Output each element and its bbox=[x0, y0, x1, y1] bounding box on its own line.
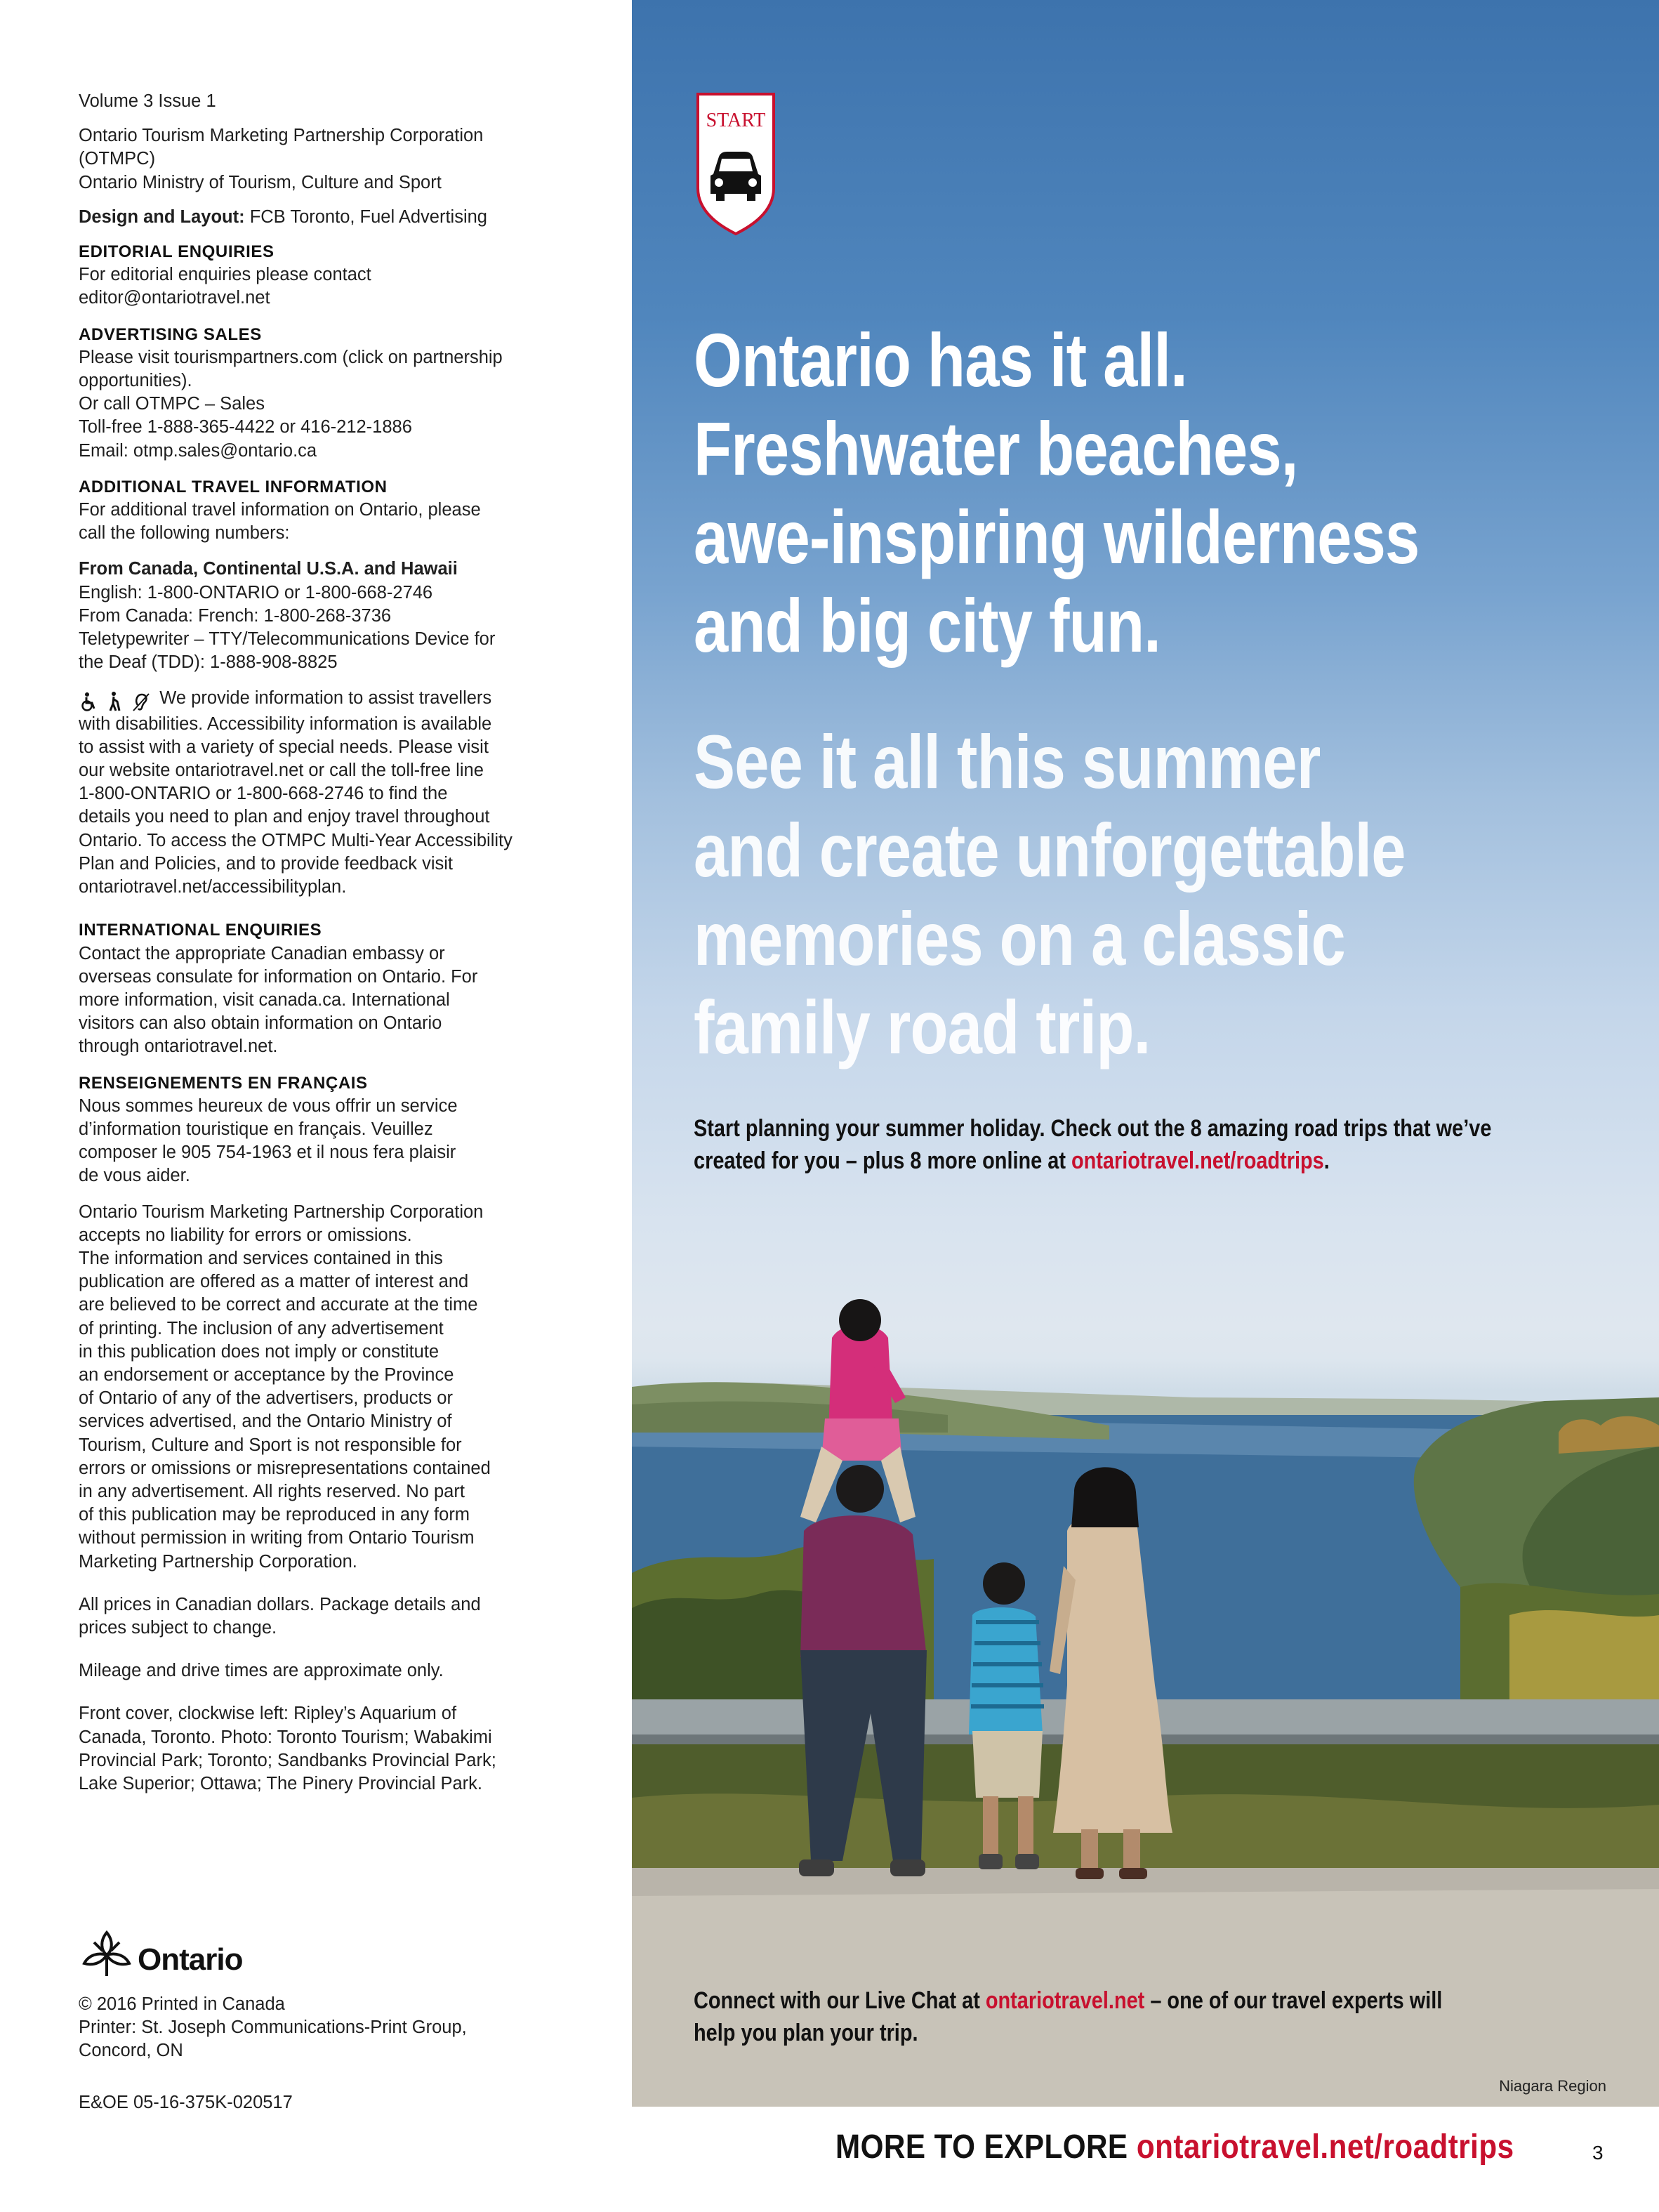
liability-line: in this publication does not imply or constitute bbox=[79, 1341, 439, 1362]
liability-line: Ontario Tourism Marketing Partnership Corporation bbox=[79, 1202, 484, 1222]
live-chat-line bbox=[694, 1984, 1589, 2017]
page-number: 3 bbox=[1592, 2142, 1604, 2164]
headline-line: awe-inspiring wilderness bbox=[694, 494, 1420, 579]
volume-issue: Volume 3 Issue 1 bbox=[79, 91, 216, 111]
subheadline-line: memories on a classic bbox=[694, 896, 1345, 981]
publication-code: E&OE 05-16-375K-020517 bbox=[79, 2093, 293, 2112]
subheadline-line: See it all this summer bbox=[694, 719, 1321, 804]
advertising-heading: ADVERTISING SALES bbox=[79, 324, 262, 344]
walking-cane-icon bbox=[105, 691, 126, 712]
wheelchair-icon bbox=[79, 691, 100, 712]
masthead-column bbox=[79, 90, 570, 1808]
international-line: more information, visit canada.ca. International bbox=[79, 989, 450, 1010]
liability-line: The information and services contained in this bbox=[79, 1248, 443, 1268]
international-line: overseas consulate for information on Ontario. For bbox=[79, 966, 478, 987]
logo-wordmark: Ontario bbox=[138, 1942, 243, 1977]
live-chat-text: – one of our travel experts will bbox=[1144, 1987, 1443, 2014]
planning-callout bbox=[694, 1112, 1589, 1177]
accessibility-icons bbox=[79, 689, 152, 712]
start-badge bbox=[694, 90, 778, 237]
design-label: Design and Layout: bbox=[79, 206, 245, 227]
printer-line: Printer: St. Joseph Communications-Print Group, bbox=[79, 2017, 467, 2038]
accessibility-line: ontariotravel.net/accessibilityplan. bbox=[79, 877, 347, 897]
liability-line: publication are offered as a matter of interest and bbox=[79, 1272, 469, 1292]
liability-line: are believed to be correct and accurate at the time bbox=[79, 1295, 478, 1315]
live-chat-callout bbox=[694, 1984, 1589, 2049]
liability-line: services advertised, and the Ontario Ministry of bbox=[79, 1411, 452, 1432]
french-line: de vous aider. bbox=[79, 1166, 190, 1186]
liability-line: errors or omissions or misrepresentations contained bbox=[79, 1458, 491, 1478]
accessibility-line: 1-800-ONTARIO or 1-800-668-2746 to find the bbox=[79, 784, 448, 804]
badge-label: START bbox=[706, 110, 766, 131]
copyright-line: © 2016 Printed in Canada bbox=[79, 1994, 285, 2014]
headline-line: Ontario has it all. bbox=[694, 317, 1187, 402]
cover-credits bbox=[79, 1702, 570, 1796]
mileage-line: Mileage and drive times are approximate only. bbox=[79, 1661, 444, 1681]
hearing-icon bbox=[131, 691, 152, 712]
subheadline-line: and create unforgettable bbox=[694, 808, 1406, 893]
french-line: d’information touristique en français. Veuillez bbox=[79, 1119, 433, 1139]
editorial-section bbox=[79, 240, 570, 310]
additional-info-section bbox=[79, 475, 570, 546]
additional-line: call the following numbers: bbox=[79, 523, 290, 544]
prices-line: All prices in Canadian dollars. Package details and bbox=[79, 1594, 481, 1614]
footer-label: MORE TO EXPLORE bbox=[835, 2128, 1128, 2166]
international-line: visitors can also obtain information on Ontario bbox=[79, 1013, 442, 1034]
french-heading: RENSEIGNEMENTS EN FRANÇAIS bbox=[79, 1073, 368, 1093]
number-line: Teletypewriter – TTY/Telecommunications Device for bbox=[79, 629, 496, 650]
roadtrips-link[interactable]: ontariotravel.net/roadtrips bbox=[1071, 1147, 1324, 1174]
hero-photo-panel bbox=[632, 0, 1659, 2107]
footer-roadtrips-link[interactable]: ontariotravel.net/roadtrips bbox=[1136, 2128, 1514, 2166]
publisher-info bbox=[79, 124, 570, 195]
editorial-email: editor@ontariotravel.net bbox=[79, 288, 270, 308]
publisher-line: Ontario Ministry of Tourism, Culture and Sport bbox=[79, 172, 442, 192]
number-line: English: 1-800-ONTARIO or 1-800-668-2746 bbox=[79, 582, 433, 603]
accessibility-line: Plan and Policies, and to provide feedback visit bbox=[79, 853, 453, 874]
additional-line: For additional travel information on Ontario, please bbox=[79, 500, 481, 520]
cover-line: Lake Superior; Ottawa; The Pinery Provincial Park. bbox=[79, 1774, 482, 1793]
cover-line: Front cover, clockwise left: Ripley’s Aquarium of bbox=[79, 1704, 457, 1724]
subheadline bbox=[694, 718, 1465, 1072]
advertising-email: Email: otmp.sales@ontario.ca bbox=[79, 440, 317, 461]
prices-line: prices subject to change. bbox=[79, 1617, 277, 1638]
design-credit bbox=[79, 206, 570, 229]
live-chat-line: help you plan your trip. bbox=[694, 2020, 918, 2046]
international-heading: INTERNATIONAL ENQUIRIES bbox=[79, 921, 322, 940]
french-line: composer le 905 754-1963 et il nous fera plaisir bbox=[79, 1143, 456, 1163]
number-line: From Canada: French: 1-800-268-3736 bbox=[79, 605, 392, 626]
liability-section bbox=[79, 1201, 570, 1574]
number-line: the Deaf (TDD): 1-888-908-8825 bbox=[79, 652, 338, 673]
accessibility-line: with disabilities. Accessibility information is available bbox=[79, 713, 492, 734]
ontariotravel-link[interactable]: ontariotravel.net bbox=[985, 1987, 1145, 2014]
cover-line: Canada, Toronto. Photo: Toronto Tourism; Wabakimi bbox=[79, 1727, 492, 1747]
accessibility-line: Ontario. To access the OTMPC Multi-Year Accessibility bbox=[79, 830, 513, 850]
liability-line: of this publication may be reproduced in any form bbox=[79, 1505, 470, 1525]
advertising-line: opportunities). bbox=[79, 371, 192, 391]
publisher-line: Ontario Tourism Marketing Partnership Corporation bbox=[79, 126, 484, 146]
accessibility-line: to assist with a variety of special needs. Please visit bbox=[79, 737, 489, 757]
numbers-heading: From Canada, Continental U.S.A. and Hawaii bbox=[79, 559, 458, 579]
trillium-icon bbox=[79, 1927, 135, 1983]
liability-line: Tourism, Culture and Sport is not responsible for bbox=[79, 1435, 462, 1455]
printer-location: Concord, ON bbox=[79, 2041, 183, 2061]
liability-line: of Ontario of any of the advertisers, products or bbox=[79, 1388, 453, 1409]
headline-line: Freshwater beaches, bbox=[694, 406, 1298, 491]
additional-heading: ADDITIONAL TRAVEL INFORMATION bbox=[79, 477, 388, 496]
accessibility-line: We provide information to assist travellers bbox=[154, 688, 492, 709]
french-section bbox=[79, 1072, 570, 1188]
ontario-logo bbox=[79, 1927, 261, 1983]
liability-line: without permission in writing from Ontario Tourism bbox=[79, 1528, 475, 1548]
planning-line: Start planning your summer holiday. Check out the 8 amazing road trips that we’ve bbox=[694, 1115, 1492, 1142]
liability-line: of printing. The inclusion of any advertisement bbox=[79, 1318, 444, 1338]
print-info bbox=[79, 1993, 570, 2063]
footer-banner bbox=[835, 2128, 1514, 2166]
live-chat-text: Connect with our Live Chat at bbox=[694, 1987, 986, 2014]
advertising-phone: Toll-free 1-888-365-4422 or 416-212-1886 bbox=[79, 417, 412, 437]
liability-line: in any advertisement. All rights reserved. No part bbox=[79, 1481, 465, 1501]
editorial-heading: EDITORIAL ENQUIRIES bbox=[79, 242, 275, 262]
accessibility-line: details you need to plan and enjoy travel throughout bbox=[79, 807, 490, 827]
headline-line: and big city fun. bbox=[694, 583, 1161, 668]
editorial-line: For editorial enquiries please contact bbox=[79, 265, 371, 285]
planning-text: created for you – plus 8 more online at bbox=[694, 1147, 1071, 1174]
accessibility-section bbox=[79, 687, 570, 899]
prices-note bbox=[79, 1593, 570, 1640]
liability-line: an endorsement or acceptance by the Province bbox=[79, 1364, 454, 1385]
phone-numbers-section bbox=[79, 558, 570, 674]
liability-line: Marketing Partnership Corporation. bbox=[79, 1551, 357, 1572]
liability-line: accepts no liability for errors or omissions. bbox=[79, 1225, 412, 1245]
subheadline-line: family road trip. bbox=[694, 985, 1151, 1069]
design-value: FCB Toronto, Fuel Advertising bbox=[244, 206, 487, 227]
cover-line: Provincial Park; Toronto; Sandbanks Provincial Park; bbox=[79, 1750, 496, 1770]
advertising-section bbox=[79, 323, 570, 463]
planning-line bbox=[694, 1145, 1589, 1177]
accessibility-line: our website ontariotravel.net or call the toll-free line bbox=[79, 761, 484, 781]
international-line: Contact the appropriate Canadian embassy or bbox=[79, 943, 445, 963]
publisher-line: (OTMPC) bbox=[79, 149, 156, 169]
french-line: Nous sommes heureux de vous offrir un service bbox=[79, 1095, 458, 1116]
advertising-line: Or call OTMPC – Sales bbox=[79, 394, 265, 414]
photo-caption: Niagara Region bbox=[1499, 2077, 1606, 2095]
mileage-note bbox=[79, 1659, 570, 1683]
planning-period: . bbox=[1323, 1147, 1330, 1174]
advertising-line: Please visit tourismpartners.com (click on partnership bbox=[79, 347, 503, 367]
international-line: through ontariotravel.net. bbox=[79, 1036, 278, 1057]
international-section bbox=[79, 919, 570, 1058]
headline bbox=[694, 316, 1465, 670]
